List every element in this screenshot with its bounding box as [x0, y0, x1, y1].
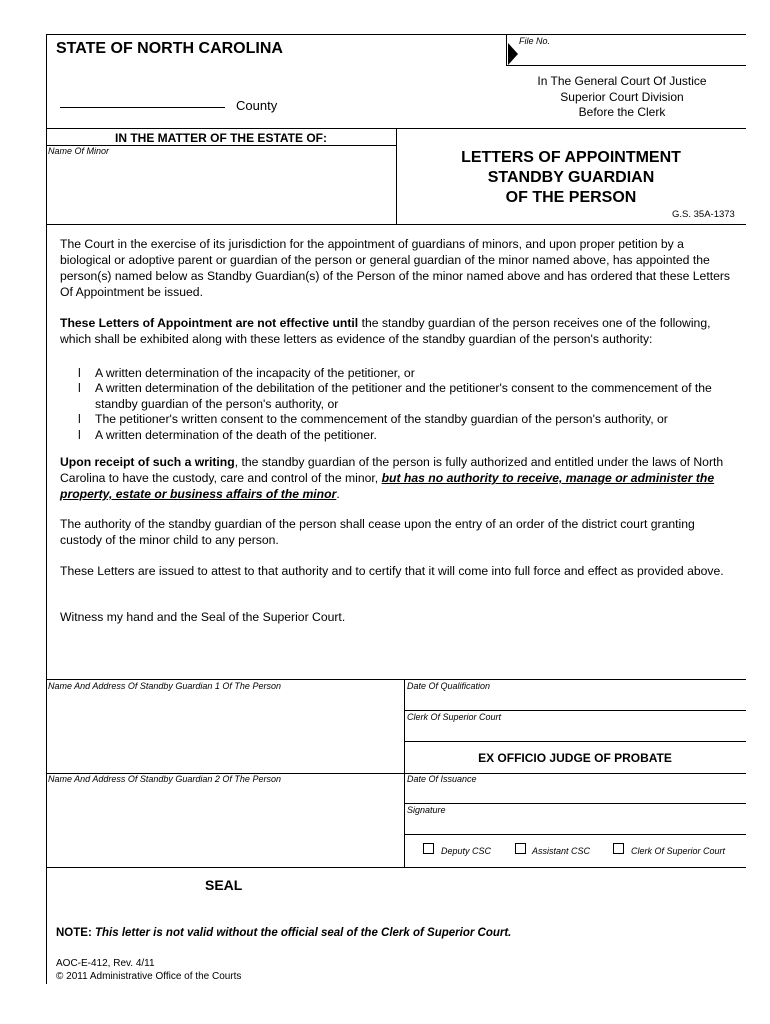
title-line-3: OF THE PERSON	[505, 189, 637, 206]
bullet-marker: l	[78, 366, 81, 380]
court-name	[506, 74, 738, 121]
no-authority-clause: but has no authority to receive, manage or administer the property, estate or business affairs of the minor	[60, 471, 715, 501]
matter-bottom-rule	[46, 224, 746, 225]
effective-condition-rest: the standby guardian of the person receives one of the following, which shall be exhibited along with these letters as evidence of the standby guardian of the person's authority:	[60, 316, 711, 346]
signature-rule	[404, 834, 746, 835]
date-issuance-label: Date Of Issuance	[407, 774, 477, 784]
paragraph-authority-cease: The authority of the standby guardian of the person shall cease upon the entry of an order of the district court granting custody of the minor child to any person.	[60, 517, 695, 547]
left-border	[46, 34, 47, 984]
clerk-rule	[404, 741, 746, 742]
note-label: NOTE:	[56, 927, 92, 939]
bullet-marker: l	[78, 412, 81, 426]
bullet-item: A written determination of the debilitation of the petitioner and the petitioner's consent to the commencement of the standby guardian of the person's authority, or	[95, 381, 712, 411]
file-no-rule	[506, 65, 746, 66]
date-issuance-field[interactable]	[407, 786, 743, 802]
form-number: AOC-E-412, Rev. 4/11	[56, 958, 155, 969]
clerk-superior-court-label: Clerk Of Superior Court	[631, 846, 726, 856]
note-text: This letter is not valid without the official seal of the Clerk of Superior Court.	[94, 927, 512, 939]
bullet-item: A written determination of the death of the petitioner.	[95, 428, 377, 442]
paragraph-court-jurisdiction: The Court in the exercise of its jurisdiction for the appointment of guardians of minors, and upon proper petition by a biological or adoptive parent or guardian of the person or general guardian of the minor named above, has appointed the person(s) named below as Standby Guardian(s) of the Person of the minor named above and has ordered that these Letters Of Appointment be issued.	[60, 237, 731, 299]
signature-label: Signature	[407, 805, 446, 815]
effective-condition-bold: These Letters of Appointment are not effective until	[60, 316, 359, 330]
seal-label: SEAL	[205, 877, 243, 893]
copyright-notice: © 2011 Administrative Office of the Courts	[56, 971, 242, 982]
bullet-marker: l	[78, 381, 81, 395]
upon-receipt-bold: Upon receipt of such a writing	[60, 455, 235, 469]
paragraph-effective-condition	[60, 315, 738, 347]
clerk-superior-court-checkbox[interactable]	[613, 843, 624, 854]
bullet-marker: l	[78, 428, 81, 442]
assistant-csc-label: Assistant CSC	[532, 846, 591, 856]
matter-heading: IN THE MATTER OF THE ESTATE OF:	[115, 131, 327, 145]
minor-name-field[interactable]	[48, 158, 392, 220]
minor-name-label: Name Of Minor	[48, 146, 110, 156]
file-arrow-icon	[508, 43, 518, 65]
guardian1-field[interactable]	[48, 694, 400, 770]
paragraph-letters-issued: These Letters are issued to attest to that authority and to certify that it will come into full force and effect as provided above.	[60, 564, 724, 578]
assistant-csc-checkbox[interactable]	[515, 843, 526, 854]
clerk-label: Clerk Of Superior Court	[407, 712, 502, 722]
title-line-2: STANDBY GUARDIAN	[487, 169, 655, 186]
date-qualification-rule	[404, 710, 746, 711]
upon-receipt-end: .	[336, 487, 340, 501]
guardian2-field[interactable]	[48, 787, 400, 863]
title-line-1: LETTERS OF APPOINTMENT	[461, 149, 681, 166]
deputy-csc-label: Deputy CSC	[441, 846, 492, 856]
date-qualification-field[interactable]	[407, 693, 743, 709]
court-line-1: In The General Court Of Justice	[537, 74, 707, 88]
date-issuance-rule	[404, 803, 746, 804]
file-no-label: File No.	[519, 36, 551, 46]
court-line-2: Superior Court Division	[560, 89, 684, 104]
court-line-3: Before the Clerk	[578, 105, 666, 119]
paragraph-witness: Witness my hand and the Seal of the Superior Court.	[60, 610, 346, 624]
validity-note	[56, 927, 511, 939]
header-divider	[506, 34, 507, 65]
form-top-rule	[46, 679, 746, 680]
clerk-field[interactable]	[407, 724, 743, 740]
state-name: STATE OF NORTH CAROLINA	[56, 40, 283, 57]
bullet-item: The petitioner's written consent to the commencement of the standby guardian of the person's authority, or	[95, 412, 668, 426]
guardian1-label: Name And Address Of Standby Guardian 1 Of The Person	[48, 681, 281, 691]
top-rule	[46, 34, 746, 35]
bullet-item: A written determination of the incapacity of the petitioner, or	[95, 366, 415, 380]
county-input-line[interactable]	[60, 107, 225, 108]
ex-officio-title: EX OFFICIO JUDGE OF PROBATE	[478, 751, 672, 765]
upon-receipt-mid: , the standby guardian of the person is fully authorized and entitled under the laws of North Carolina to have the custody, care and control of the minor,	[60, 455, 724, 485]
guardian2-label: Name And Address Of Standby Guardian 2 Of The Person	[48, 774, 281, 784]
deputy-csc-checkbox[interactable]	[423, 843, 434, 854]
county-label: County	[236, 98, 278, 113]
signature-field[interactable]	[407, 817, 743, 833]
form-bottom-rule	[46, 867, 746, 868]
statute-reference: G.S. 35A-1373	[672, 209, 735, 220]
paragraph-upon-receipt	[60, 454, 738, 502]
date-qualification-label: Date Of Qualification	[407, 681, 491, 691]
document-title	[396, 148, 746, 208]
